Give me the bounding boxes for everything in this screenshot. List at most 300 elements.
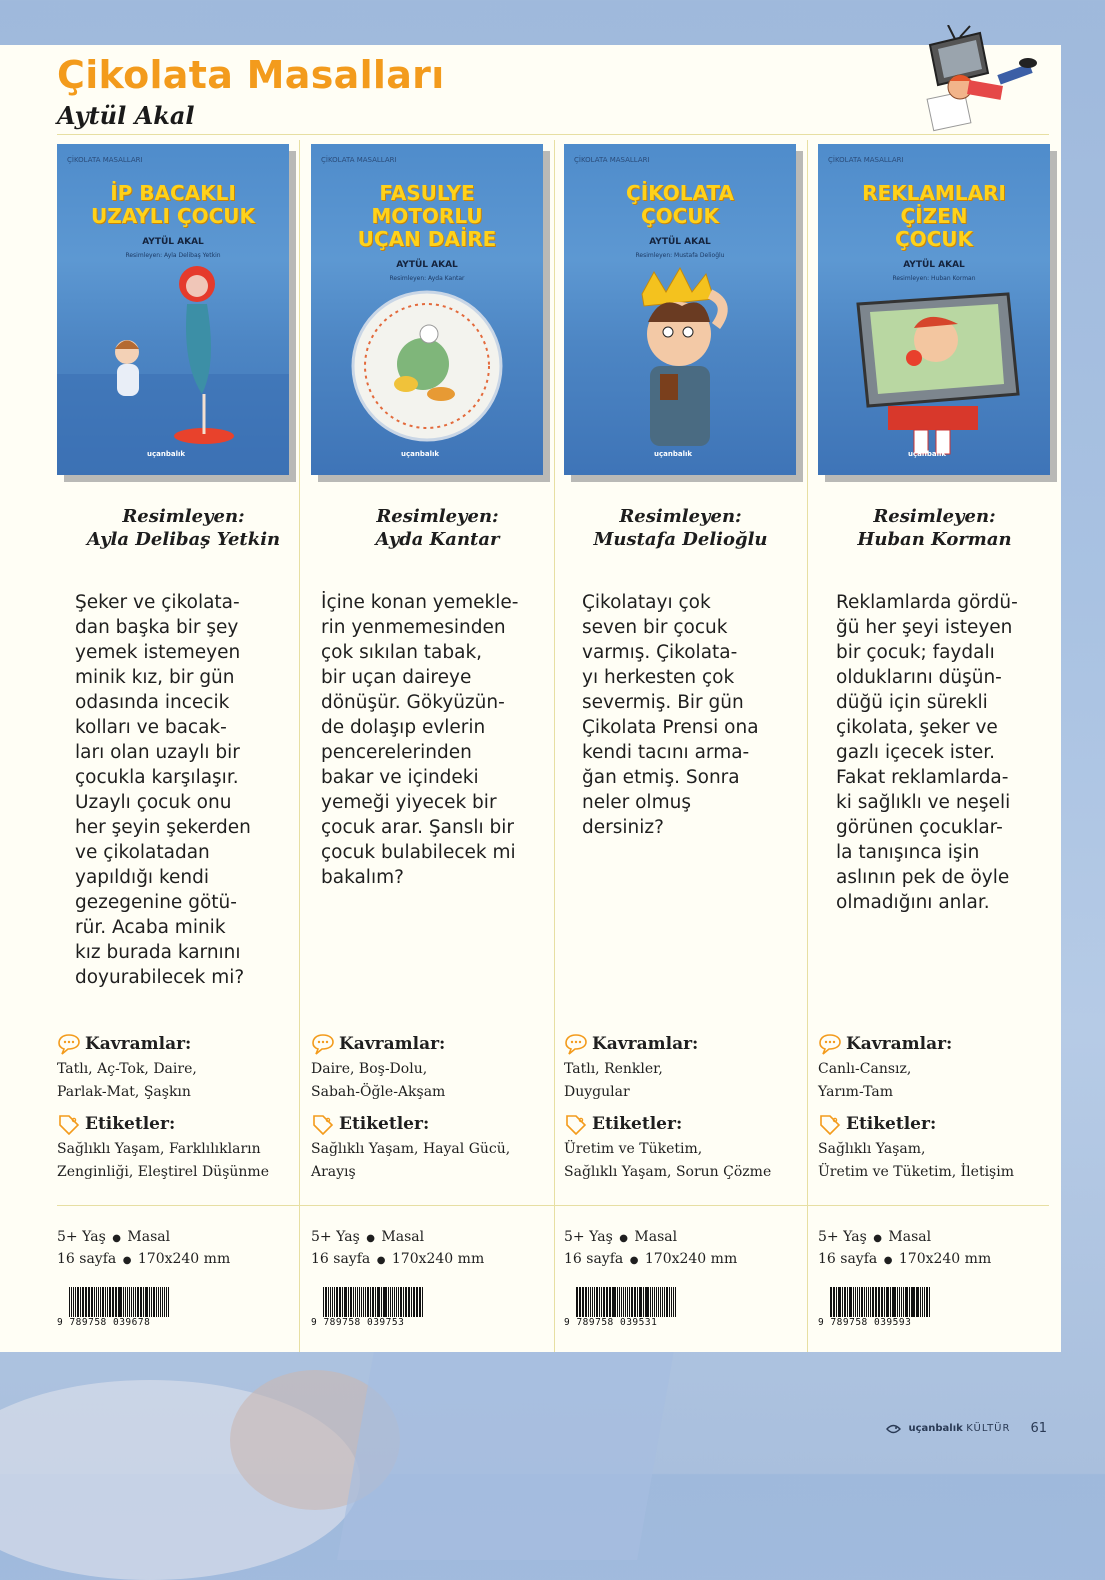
concepts-list: Canlı-Cansız, Yarım-Tam [818, 1061, 912, 1100]
barcode-bar [113, 1287, 114, 1317]
page-footer [886, 1421, 1047, 1436]
barcode-bar [85, 1287, 86, 1317]
barcode-bar [336, 1287, 338, 1317]
tags-list: Sağlıklı Yaşam, Üretim ve Tüketim, İletişim [818, 1141, 1014, 1180]
barcode-bar [917, 1287, 919, 1317]
cover-illustrator: Resimleyen: Mustafa Delioğlu [635, 252, 725, 259]
barcode-bar [146, 1287, 148, 1317]
cover-series: ÇİKOLATA MASALLARI [67, 156, 143, 164]
barcode-bar [332, 1287, 333, 1317]
barcode-bar [892, 1287, 893, 1317]
barcode-bar [325, 1287, 327, 1317]
barcode-bar [897, 1287, 898, 1317]
cover-series: ÇİKOLATA MASALLARI [574, 156, 650, 164]
isbn-number: 9 789758 039753 [311, 1317, 405, 1328]
page-count: 16 sayfa [57, 1251, 117, 1267]
barcode-bar [400, 1287, 402, 1317]
barcode-bar [857, 1287, 859, 1317]
barcode-bar [646, 1287, 648, 1317]
barcode-bar [627, 1287, 628, 1317]
barcode-bar [878, 1287, 880, 1317]
isbn-number: 9 789758 039531 [564, 1317, 658, 1328]
barcode-bar [375, 1287, 376, 1317]
barcode-bar [666, 1287, 668, 1317]
barcode-bar [875, 1287, 876, 1317]
page-count: 16 sayfa [818, 1251, 878, 1267]
tag-icon [564, 1113, 588, 1135]
barcode-bar [637, 1287, 638, 1317]
book-cover[interactable] [818, 144, 1050, 475]
barcode-bar [125, 1287, 127, 1317]
illustrator-label: Resimleyen: [873, 506, 996, 527]
barcode-bar [906, 1287, 908, 1317]
barcode-bar [166, 1287, 168, 1317]
barcode [818, 1287, 930, 1328]
barcode-bar [102, 1287, 104, 1317]
barcode-bar [594, 1287, 595, 1317]
illustrator-name: Ayla Delibaş Yetkin [86, 529, 281, 550]
barcode-bar [613, 1287, 615, 1317]
barcode-bar [855, 1287, 856, 1317]
barcode-bar [156, 1287, 157, 1317]
cover-publisher: uçanbalık [147, 450, 186, 458]
barcode-bar [924, 1287, 926, 1317]
barcode-bar [596, 1287, 598, 1317]
cover-author: AYTÜL AKAL [649, 237, 711, 247]
barcode-bar [607, 1287, 608, 1317]
barcode-bar [94, 1287, 95, 1317]
barcode-bar [847, 1287, 848, 1317]
cover-illustrator: Resimleyen: Ayda Kantar [389, 275, 465, 282]
concepts-list: Tatlı, Aç-Tok, Daire, Parlak-Mat, Şaşkın [57, 1061, 197, 1100]
barcode-bar [922, 1287, 923, 1317]
age: 5+ Yaş [564, 1229, 613, 1245]
cover-title: İP BACAKLI UZAYLI ÇOCUK [90, 181, 256, 228]
barcode-bar [588, 1287, 589, 1317]
barcode-bar [599, 1287, 600, 1317]
tags-list: Üretim ve Tüketim, Sağlıklı Yaşam, Sorun Çözme [564, 1141, 772, 1180]
barcode-bar [383, 1287, 384, 1317]
barcode-bar [162, 1287, 163, 1317]
barcode-bar [916, 1287, 917, 1317]
barcode-bar [866, 1287, 868, 1317]
barcode-bar [868, 1287, 869, 1317]
tags-label: Etiketler: [85, 1114, 176, 1134]
barcode-bars [564, 1287, 676, 1317]
speech-bubble-icon [57, 1033, 81, 1055]
barcode-bar [580, 1287, 581, 1317]
barcode-bar [398, 1287, 399, 1317]
tags-heading [818, 1113, 936, 1135]
barcode-bar [127, 1287, 128, 1317]
barcode-bar [107, 1287, 108, 1317]
illustrator-label: Resimleyen: [122, 506, 245, 527]
barcode-bar [158, 1287, 160, 1317]
tags-label: Etiketler: [846, 1114, 937, 1134]
barcode-bar [912, 1287, 914, 1317]
barcode-bar [590, 1287, 591, 1317]
speech-bubble-icon [818, 1033, 842, 1055]
page-count: 16 sayfa [564, 1251, 624, 1267]
barcode-bar [149, 1287, 150, 1317]
barcode-bar [405, 1287, 407, 1317]
isbn-number: 9 789758 039593 [818, 1317, 912, 1328]
concepts-label: Kavramlar: [339, 1034, 446, 1054]
concepts-heading [57, 1033, 191, 1055]
cover-author: AYTÜL AKAL [142, 237, 204, 247]
barcode-bar [408, 1287, 409, 1317]
barcode-bar [903, 1287, 904, 1317]
barcode-bar [870, 1287, 871, 1317]
cover-title: FASULYE MOTORLU UÇAN DAİRE [357, 181, 497, 251]
barcode-bar [100, 1287, 101, 1317]
barcode-bar [323, 1287, 324, 1317]
book-description: İçine konan yemekle- rin yenmemesinden çok sıkılan tabak, bir uçan daireye dönüşür. Gökyüzün- de dolaşıp evlerin pencerelerinden bakar ve içindeki yemeği yiyecek bir çocuk arar. Şanslı bir çocuk bulabilecek mi bakalım? [321, 592, 519, 888]
barcode-bar [890, 1287, 891, 1317]
barcode-bar [859, 1287, 860, 1317]
barcode-bar [416, 1287, 417, 1317]
illustrator-name: Mustafa Delioğlu [593, 529, 768, 550]
concepts-list: Tatlı, Renkler, Duygular [564, 1061, 663, 1100]
barcode-bar [372, 1287, 374, 1317]
barcode-bar [861, 1287, 863, 1317]
barcode-bar [359, 1287, 360, 1317]
barcode-bar [629, 1287, 630, 1317]
barcode-bars [57, 1287, 169, 1317]
barcode-bar [656, 1287, 657, 1317]
catalog-panel [0, 45, 1061, 1352]
cover-series: ÇİKOLATA MASALLARI [828, 156, 904, 164]
barcode-bar [378, 1287, 380, 1317]
barcode-bar [384, 1287, 386, 1317]
barcode-bar [844, 1287, 846, 1317]
barcode-bar [129, 1287, 130, 1317]
tags-heading [57, 1113, 175, 1135]
tags-label: Etiketler: [339, 1114, 430, 1134]
cover-author: AYTÜL AKAL [396, 260, 458, 270]
barcode-bar [579, 1287, 580, 1317]
concepts-heading [818, 1033, 952, 1055]
barcode-bar [899, 1287, 901, 1317]
barcode-bar [137, 1287, 139, 1317]
page-title: Çikolata Masalları [57, 53, 445, 97]
cover-illustrator: Resimleyen: Huban Korman [892, 275, 976, 282]
book-column [311, 140, 555, 1352]
barcode-bar [650, 1287, 651, 1317]
barcode-bar [143, 1287, 144, 1317]
tags-list: Sağlıklı Yaşam, Hayal Gücü, Arayış [311, 1141, 511, 1180]
genre: Masal [888, 1229, 932, 1245]
age: 5+ Yaş [818, 1229, 867, 1245]
book-column [564, 140, 808, 1352]
barcode-bar [617, 1287, 618, 1317]
tags-heading [564, 1113, 682, 1135]
barcode-bar [884, 1287, 885, 1317]
genre: Masal [127, 1229, 171, 1245]
barcode-bar [115, 1287, 117, 1317]
barcode-bar [893, 1287, 895, 1317]
barcode-bar [671, 1287, 673, 1317]
tag-icon [311, 1113, 335, 1135]
age: 5+ Yaş [57, 1229, 106, 1245]
barcode-bar [73, 1287, 74, 1317]
barcode-bar [392, 1287, 393, 1317]
barcode-bar [411, 1287, 412, 1317]
book-size: 170x240 mm [644, 1251, 738, 1267]
cover-title: ÇİKOLATA ÇOCUK [626, 181, 734, 228]
barcode-bar [355, 1287, 356, 1317]
barcode-bar [151, 1287, 152, 1317]
barcode-bar [417, 1287, 418, 1317]
barcode-bar [634, 1287, 636, 1317]
genre: Masal [634, 1229, 678, 1245]
book-meta: 5+ Yaş ● Masal 16 sayfa ● 170x240 mm [311, 1229, 485, 1267]
book-description: Çikolatayı çok seven bir çocuk varmış. Çikolata- yı herkesten çok severmiş. Bir gün Çikolata Prensi ona kendi tacını arma- ğan etmiş. Sonra neler olmuş dersiniz? [582, 592, 759, 838]
barcode-bar [91, 1287, 93, 1317]
barcode-bar [88, 1287, 90, 1317]
barcode [564, 1287, 676, 1328]
barcode-bar [168, 1287, 169, 1317]
speech-bubble-icon [564, 1033, 588, 1055]
cover-publisher: uçanbalık [908, 450, 947, 458]
barcode-bar [905, 1287, 906, 1317]
cover-publisher: uçanbalık [401, 450, 440, 458]
barcode-bar [660, 1287, 662, 1317]
barcode-bar [830, 1287, 832, 1317]
barcode-bar [69, 1287, 70, 1317]
barcode-bar [350, 1287, 352, 1317]
barcode-bar [850, 1287, 852, 1317]
barcode-bar [836, 1287, 837, 1317]
barcode-bar [582, 1287, 584, 1317]
barcode-bar [112, 1287, 113, 1317]
barcode-bar [77, 1287, 79, 1317]
barcode-bar [344, 1287, 345, 1317]
barcode-bar [388, 1287, 390, 1317]
barcode-bar [621, 1287, 622, 1317]
barcode-bars [818, 1287, 930, 1317]
tags-label: Etiketler: [592, 1114, 683, 1134]
barcode-bar [664, 1287, 665, 1317]
illustrator-name: Huban Korman [857, 529, 1012, 550]
book-size: 170x240 mm [898, 1251, 992, 1267]
barcode-bar [342, 1287, 343, 1317]
book-cover[interactable] [57, 144, 289, 475]
barcode-bar [339, 1287, 341, 1317]
barcode-bar [133, 1287, 134, 1317]
fish-logo-icon [886, 1422, 902, 1436]
barcode-bar [75, 1287, 76, 1317]
barcode-bar [853, 1287, 854, 1317]
illustrator-credit [311, 505, 564, 551]
tags-list: Sağlıklı Yaşam, Farklılıkların Zenginliği, Eleştirel Düşünme [57, 1141, 269, 1180]
barcode-bar [153, 1287, 155, 1317]
barcode-bar [669, 1287, 670, 1317]
book-size: 170x240 mm [137, 1251, 231, 1267]
barcode-bar [135, 1287, 136, 1317]
barcode-bar [80, 1287, 81, 1317]
concepts-list: Daire, Boş-Dolu, Sabah-Öğle-Akşam [311, 1061, 446, 1100]
header-divider [57, 134, 1049, 135]
age: 5+ Yaş [311, 1229, 360, 1245]
barcode-bar [96, 1287, 97, 1317]
illustrator-name: Ayda Kantar [375, 529, 500, 550]
barcode-bar [675, 1287, 676, 1317]
barcode-bar [345, 1287, 347, 1317]
barcode-bar [109, 1287, 111, 1317]
barcode-bar [911, 1287, 912, 1317]
cover-series: ÇİKOLATA MASALLARI [321, 156, 397, 164]
barcode-bar [131, 1287, 133, 1317]
barcode-bar [838, 1287, 839, 1317]
barcode-bar [585, 1287, 587, 1317]
barcode-bar [422, 1287, 423, 1317]
genre: Masal [381, 1229, 425, 1245]
barcode-bar [413, 1287, 415, 1317]
barcode-bar [833, 1287, 835, 1317]
page-number: 61 [1030, 1421, 1047, 1436]
barcode-bar [105, 1287, 106, 1317]
concepts-label: Kavramlar: [85, 1034, 192, 1054]
concepts-heading [564, 1033, 698, 1055]
barcode-bar [365, 1287, 366, 1317]
book-meta: 5+ Yaş ● Masal 16 sayfa ● 170x240 mm [57, 1229, 231, 1267]
barcode-bar [419, 1287, 421, 1317]
book-description: Reklamlarda gördü- ğü her şeyi isteyen bir çocuk; faydalı olduklarını düşün- düğü için sürekli çikolata, şeker ve gazlı içecek ister. Fakat reklamlarda- ki sağlıklı ve neşeli görünen çocuklar- la tanışınca işin aslının pek de öyle olmadığını anlar. [836, 592, 1018, 913]
barcode-bar [920, 1287, 921, 1317]
barcode-bar [652, 1287, 654, 1317]
barcode-bar [140, 1287, 142, 1317]
barcode-bar [839, 1287, 841, 1317]
barcode-bar [929, 1287, 930, 1317]
barcode-bar [887, 1287, 889, 1317]
barcode-bar [654, 1287, 655, 1317]
barcode-bar [872, 1287, 874, 1317]
barcode-bar [370, 1287, 371, 1317]
concepts-label: Kavramlar: [592, 1034, 699, 1054]
barcode [57, 1287, 169, 1328]
barcode-bar [357, 1287, 359, 1317]
cover-publisher: uçanbalık [654, 450, 693, 458]
isbn-number: 9 789758 039678 [57, 1317, 151, 1328]
barcode-bar [98, 1287, 100, 1317]
barcode-bar [164, 1287, 165, 1317]
barcode-bar [363, 1287, 365, 1317]
barcode-bar [160, 1287, 161, 1317]
barcode-bar [348, 1287, 349, 1317]
barcode-bar [409, 1287, 410, 1317]
tags-heading [311, 1113, 429, 1135]
barcode-bar [612, 1287, 613, 1317]
barcode-bar [645, 1287, 646, 1317]
barcode-bar [71, 1287, 73, 1317]
barcode-bar [619, 1287, 621, 1317]
barcode-bar [576, 1287, 578, 1317]
barcode-bar [609, 1287, 611, 1317]
barcode-bar [328, 1287, 329, 1317]
illustrator-label: Resimleyen: [376, 506, 499, 527]
barcode-bar [334, 1287, 335, 1317]
barcode-bar [849, 1287, 850, 1317]
barcode-bar [377, 1287, 378, 1317]
series-author: Aytül Akal [57, 101, 195, 130]
barcode-bar [881, 1287, 883, 1317]
page-count: 16 sayfa [311, 1251, 371, 1267]
tv-boy-illustration [910, 25, 1040, 135]
cover-author: AYTÜL AKAL [903, 260, 965, 270]
book-meta: 5+ Yaş ● Masal 16 sayfa ● 170x240 mm [818, 1229, 992, 1267]
barcode-bar [118, 1287, 119, 1317]
barcode-bar [623, 1287, 624, 1317]
barcode-bar [330, 1287, 332, 1317]
barcode-bar [606, 1287, 607, 1317]
barcode-bar [145, 1287, 146, 1317]
barcode-bar [926, 1287, 928, 1317]
barcode-bar [901, 1287, 902, 1317]
illustrator-credit [808, 505, 1061, 551]
barcode-bar [643, 1287, 644, 1317]
book-column [818, 140, 1058, 1352]
book-size: 170x240 mm [391, 1251, 485, 1267]
barcode-bar [909, 1287, 910, 1317]
barcode-bar [403, 1287, 404, 1317]
tag-icon [818, 1113, 842, 1135]
barcode-bar [381, 1287, 382, 1317]
barcode-bar [396, 1287, 397, 1317]
barcode-bar [631, 1287, 633, 1317]
barcode-bar [625, 1287, 627, 1317]
barcode-bar [119, 1287, 121, 1317]
barcode-bar [864, 1287, 865, 1317]
tag-icon [57, 1113, 81, 1135]
barcode [311, 1287, 423, 1328]
book-meta: 5+ Yaş ● Masal 16 sayfa ● 170x240 mm [564, 1229, 738, 1267]
book-cover[interactable] [564, 144, 796, 475]
barcode-bar [394, 1287, 396, 1317]
barcode-bars [311, 1287, 423, 1317]
speech-bubble-icon [311, 1033, 335, 1055]
barcode-bar [886, 1287, 887, 1317]
book-column [57, 140, 300, 1352]
book-cover[interactable] [311, 144, 543, 475]
barcode-bar [673, 1287, 674, 1317]
barcode-bar [367, 1287, 369, 1317]
barcode-bar [658, 1287, 659, 1317]
barcode-bar [639, 1287, 640, 1317]
concepts-label: Kavramlar: [846, 1034, 953, 1054]
concepts-heading [311, 1033, 445, 1055]
barcode-bar [123, 1287, 124, 1317]
book-description: Şeker ve çikolata- dan başka bir şey yemek istemeyen minik kız, bir gün odasında incecik kolları ve bacak- ları olan uzaylı bir çocukla karşılaşır. Uzaylı çocuk onu her şeyin şekerden ve çikolatadan yapıldığı kendi gezegenine götü- rür. Acaba minik kız burada karnını doyurabilecek mi? [75, 592, 251, 988]
barcode-bar [390, 1287, 391, 1317]
barcode-bar [353, 1287, 354, 1317]
barcode-bar [662, 1287, 663, 1317]
barcode-bar [592, 1287, 594, 1317]
cover-title: REKLAMLARI ÇİZEN ÇOCUK [862, 181, 1006, 251]
barcode-bar [601, 1287, 602, 1317]
barcode-bar [361, 1287, 362, 1317]
barcode-bar [842, 1287, 843, 1317]
publisher-logo: uçanbalık KÜLTÜR [908, 1423, 1011, 1434]
barcode-bar [603, 1287, 605, 1317]
barcode-bar [640, 1287, 642, 1317]
barcode-bar [82, 1287, 84, 1317]
cover-illustrator: Resimleyen: Ayla Delibaş Yetkin [125, 252, 221, 259]
illustrator-label: Resimleyen: [619, 506, 742, 527]
barcode-bar [876, 1287, 877, 1317]
illustrator-credit [554, 505, 807, 551]
barcode-bar [86, 1287, 87, 1317]
